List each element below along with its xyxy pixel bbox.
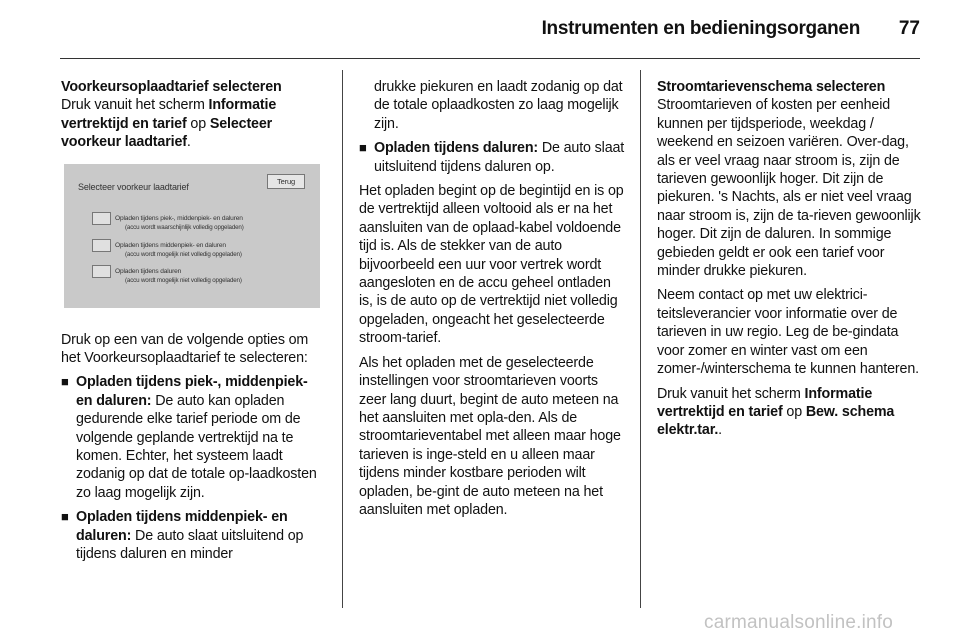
checkbox-icon[interactable]: [92, 212, 111, 225]
column-divider-1: [342, 70, 343, 608]
screen-title: Selecteer voorkeur laadtarief: [78, 181, 189, 192]
checkbox-icon[interactable]: [92, 265, 111, 278]
bullet-item: [359, 139, 625, 176]
option-label: Opladen tijdens piek-, middenpiek- en daluren: [115, 214, 243, 222]
page-title: Instrumenten en bedieningsorganen: [541, 18, 860, 39]
bullet-item: [61, 373, 325, 502]
option-note: (accu wordt mogelijk niet volledig opgeladen): [125, 250, 242, 258]
column-2: [359, 78, 625, 525]
bullet-text: De auto slaat uitsluitend op tijdens daluren en minder: [76, 527, 304, 563]
bullet-square-icon: ■: [61, 509, 69, 525]
instruction-screen-name: Informatie vertrektijd en tarief: [657, 385, 873, 420]
bullet-text: De auto slaat uitsluitend tijdens daluren op.: [374, 140, 625, 175]
instruction-text: op: [782, 403, 806, 420]
bullet-item: [61, 508, 325, 563]
intro-option-name: Selecteer voorkeur laadtarief: [61, 115, 273, 151]
page-number: 77: [898, 18, 920, 39]
column-divider-2: [640, 70, 641, 608]
instruction-text: Druk vanuit het scherm: [657, 385, 805, 402]
bullet-square-icon: ■: [61, 374, 69, 390]
paragraph: Het opladen begint op de begintijd en is op de vertrektijd alleen voltooid als er na het aansluiten van de oplaad-kabel voldoende tijd is. Als de stekker van de auto bijvoorbeeld een uur voor vertrek wordt aangesloten en de accu geheel ontladen is, is de auto op de vertrektijd niet volledig opgeladen, ongeacht het geselecteerde stroom-tarief.: [359, 183, 624, 347]
bullet-square-icon: ■: [359, 140, 367, 156]
instruction-paragraph: [657, 385, 923, 440]
paragraph: Als het opladen met de geselecteerde instellingen voor stroomtarieven voorts zeer lang duurt, begint de auto meteen na het aansluiten met opla-den. Als de stroomtarieventabel met alleen maar hoge tarieven is inge-steld en u alleen maar tijdens minder kostbare perioden wilt opladen, be-gint de auto meteen na het aansluiten met opladen.: [359, 354, 621, 518]
bullet-term: Opladen tijdens middenpiek- en daluren:: [76, 509, 288, 544]
intro-text: Druk vanuit het scherm: [61, 97, 209, 114]
column-3: [657, 78, 923, 446]
instruction-text: .: [718, 422, 722, 439]
bullet-term: Opladen tijdens daluren:: [374, 140, 539, 157]
option-label: Opladen tijdens daluren: [115, 267, 182, 275]
screen-illustration: [64, 164, 320, 308]
intro-text: .: [186, 134, 191, 151]
intro-paragraph: [61, 96, 325, 151]
instruction-option-name: Bew. schema elektr.tar.: [657, 403, 895, 439]
options-intro: Druk op een van de volgende opties om het Voorkeursoplaadtarief te selecteren:: [61, 331, 309, 367]
watermark: carmanualsonline.info: [704, 612, 894, 633]
section-heading: Stroomtarievenschema selecteren: [657, 79, 886, 95]
intro-screen-name: Informatie vertrektijd en tarief: [61, 97, 277, 132]
option-note: (accu wordt waarschijnlijk volledig opgeladen): [125, 223, 244, 231]
intro-text: op: [186, 115, 210, 132]
header-divider: [60, 58, 920, 59]
option-label: Opladen tijdens middenpiek- en daluren: [115, 241, 226, 249]
section-heading: Voorkeursoplaadtarief selecteren: [61, 79, 282, 95]
checkbox-icon[interactable]: [92, 239, 111, 252]
back-button[interactable]: Terug: [267, 174, 305, 189]
bullet-continuation: drukke piekuren en laadt zodanig op dat de totale oplaadkosten zo laag mogelijk zijn.: [374, 79, 623, 132]
paragraph: Neem contact op met uw elektrici-teitsleverancier voor informatie over de tarieven in uw regio. Leg de be-gindata voor zomer en winter vast om een zomer-/winterschema te kunnen hanteren.: [657, 287, 919, 378]
bullet-text: De auto kan opladen gedurende elke tarief periode om de volgende geplande vertrektijd na te komen. Echter, het systeem laadt zodanig op dat de totale op-laadkosten zo laag mogelijk zijn.: [76, 392, 317, 501]
bullet-term: Opladen tijdens piek-, middenpiek- en daluren:: [76, 374, 308, 409]
paragraph: Stroomtarieven of kosten per eenheid kunnen per tijdsperiode, weekdag / weekend en seizoen variëren. Over-dag, als er veel vraag naar stroom is, zijn de tarieven gewoonlijk hoger. Dit zijn de piekuren. 's Nachts, als er niet veel vraag naar stroom is, zijn de ta-rieven gewoonlijk hoger. Dit zijn de daluren. In sommige gebieden geldt er ook een tarief voor minder drukke piekuren.: [657, 97, 921, 280]
option-note: (accu wordt mogelijk niet volledig opgeladen): [125, 276, 242, 284]
column-1: [61, 78, 325, 570]
